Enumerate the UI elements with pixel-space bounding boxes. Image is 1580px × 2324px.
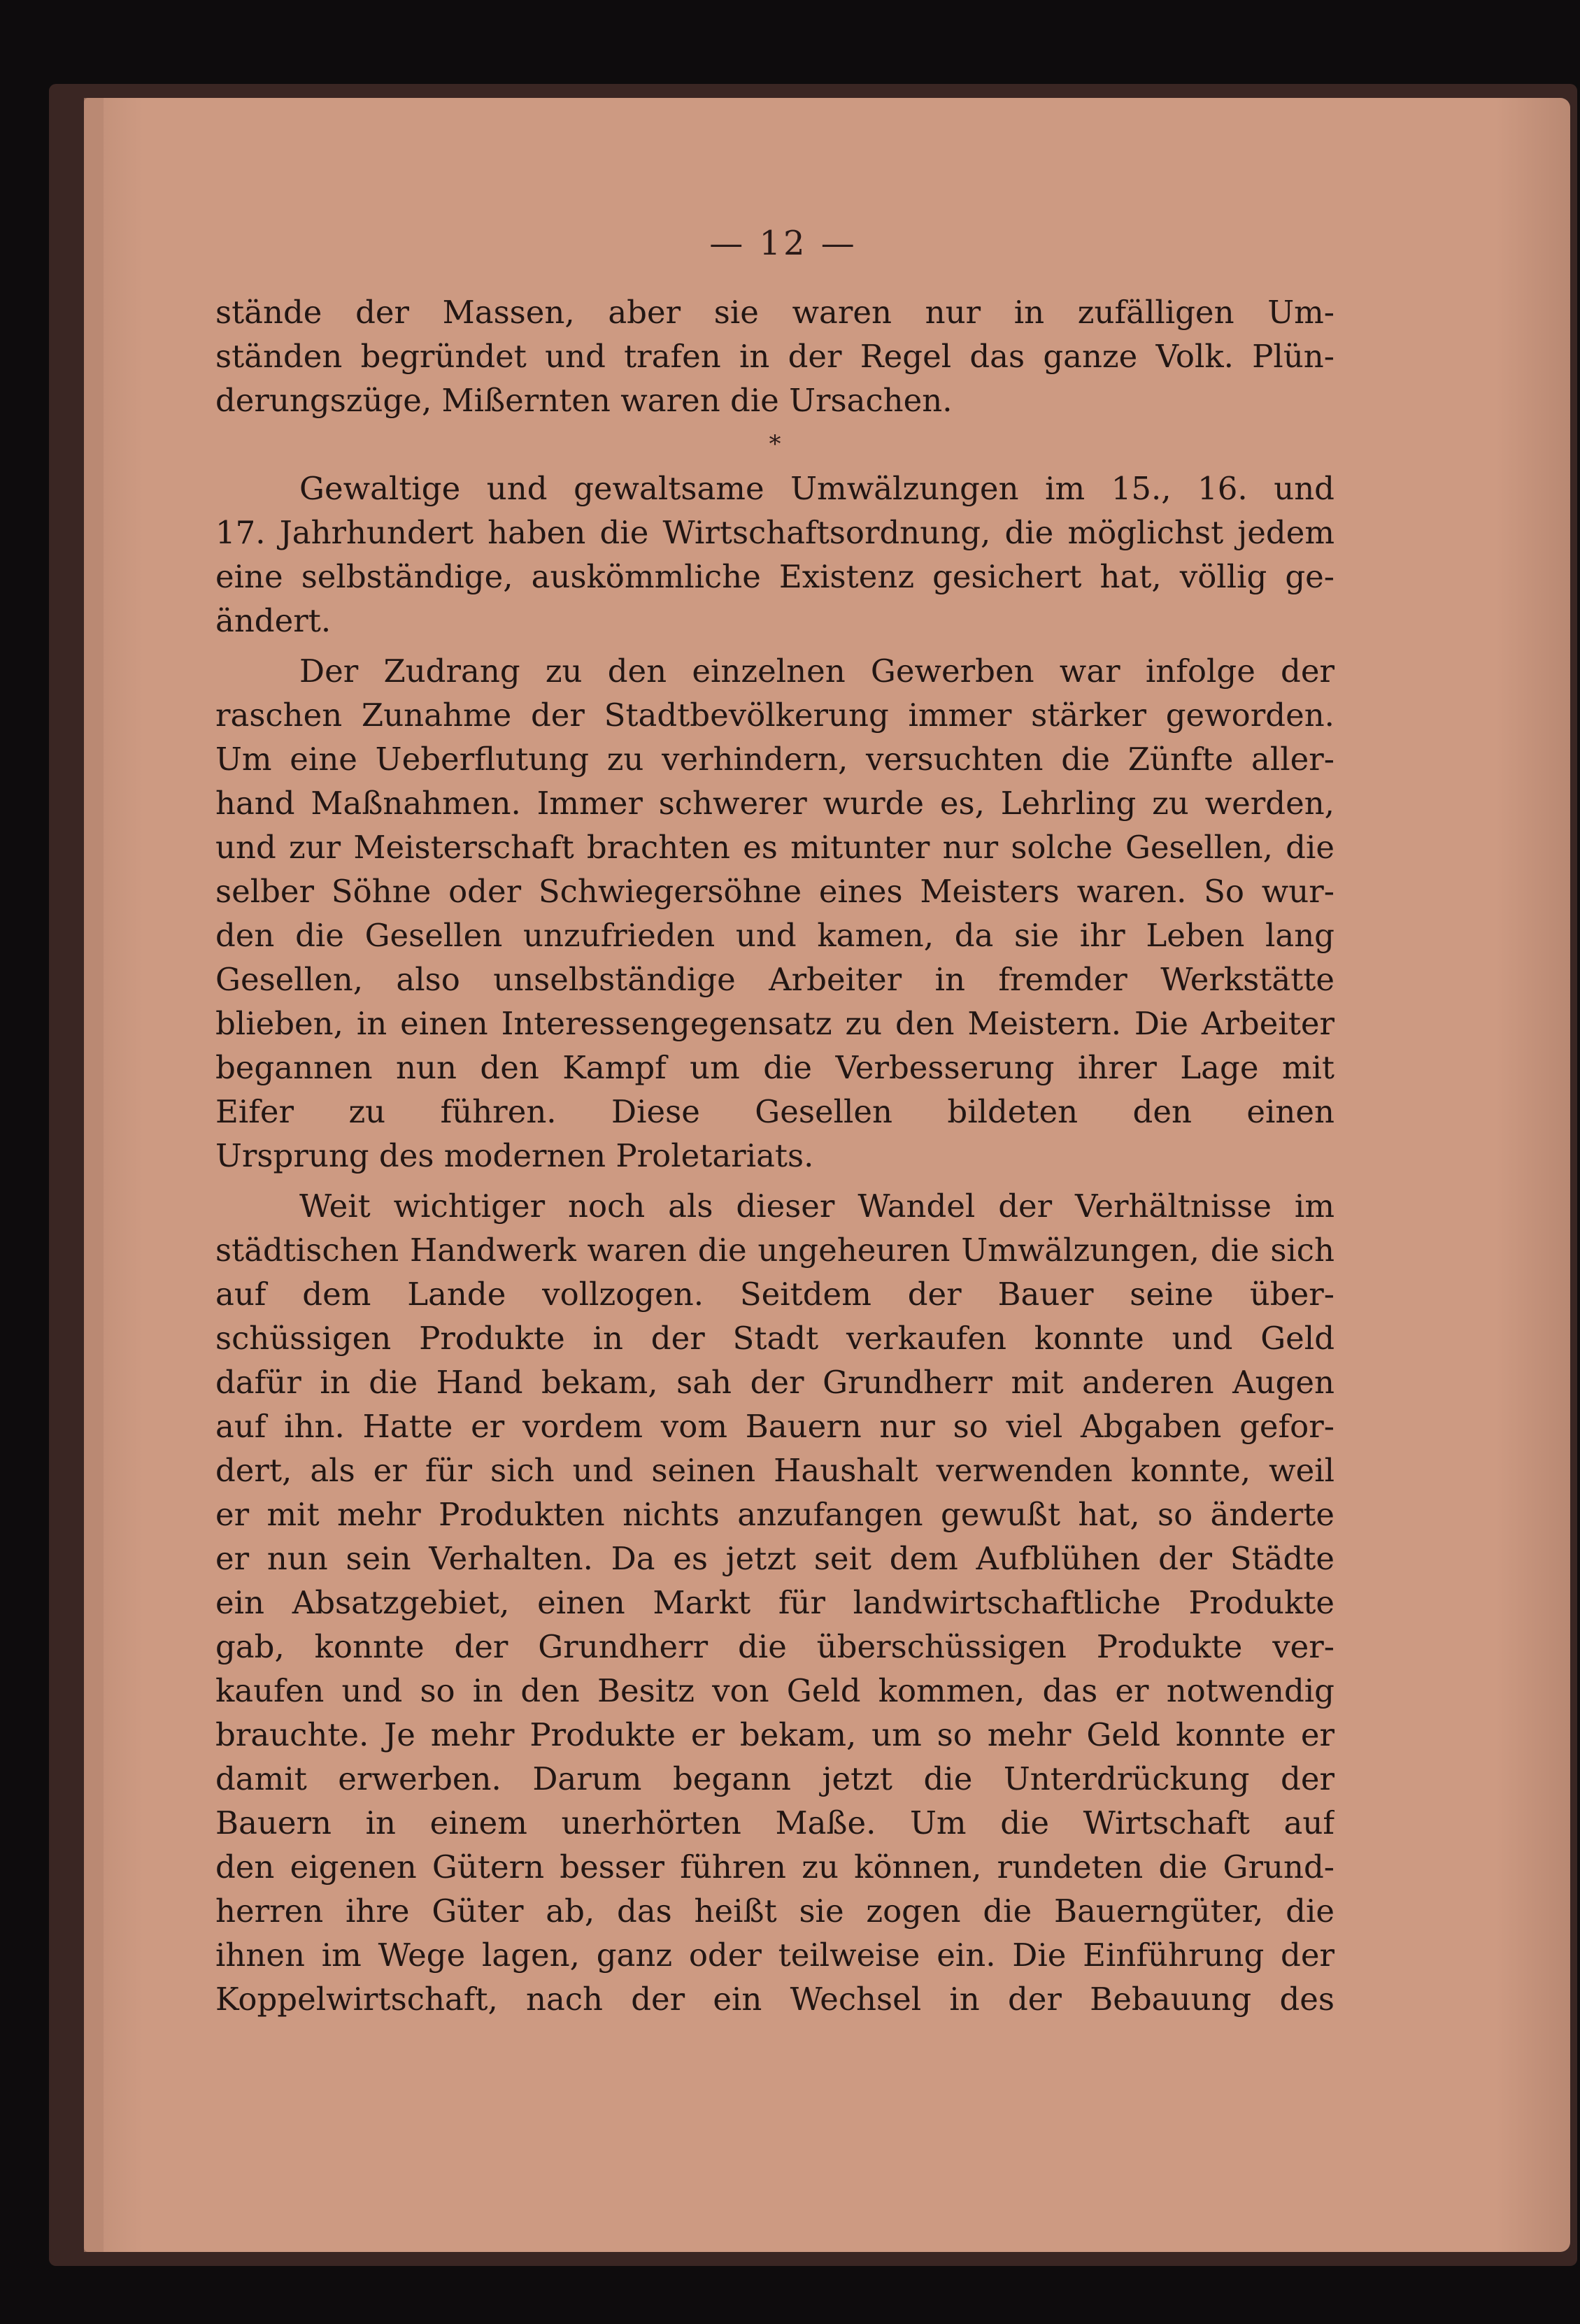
text-line: schüssigen Produkte in der Stadt verkaufen konnte und Geld (215, 1320, 1335, 1357)
text-line: und zur Meisterschaft brachten es mitunter nur solche Gesellen, die (215, 829, 1335, 866)
text-line: derungszüge, Mißernten waren die Ursachen. (215, 382, 953, 419)
text-line: Bauern in einem unerhörten Maße. Um die Wirtschaft auf (215, 1804, 1335, 1841)
text-line: ständen begründet und trafen in der Regel das ganze Volk. Plün- (215, 338, 1335, 375)
text-line: Der Zudrang zu den einzelnen Gewerben war infolge der (299, 653, 1335, 690)
body-text (215, 290, 1335, 2021)
text-line: auf dem Lande vollzogen. Seitdem der Bauer seine über- (215, 1276, 1335, 1313)
text-line: selber Söhne oder Schwiegersöhne eines Meisters waren. So wur- (215, 873, 1335, 910)
page-number: — 12 — (709, 224, 857, 263)
text-line: ihnen im Wege lagen, ganz oder teilweise ein. Die Einführung der (215, 1937, 1335, 1974)
page-gutter (84, 98, 104, 2252)
text-line: Gewaltige und gewaltsame Umwälzungen im 15., 16. und (299, 470, 1335, 507)
text-line: gab, konnte der Grundherr die überschüssigen Produkte ver- (215, 1628, 1335, 1665)
text-line: damit erwerben. Darum begann jetzt die Unterdrückung der (215, 1760, 1335, 1797)
section-separator: * (769, 430, 781, 458)
text-line: 17. Jahrhundert haben die Wirtschaftsordnung, die möglichst jedem (215, 514, 1335, 551)
text-line: dert, als er für sich und seinen Haushalt verwenden konnte, weil (215, 1452, 1335, 1489)
text-line: Koppelwirtschaft, nach der ein Wechsel in der Bebauung des (215, 1981, 1335, 2018)
text-line: den eigenen Gütern besser führen zu können, rundeten die Grund- (215, 1848, 1335, 1885)
text-line: er nun sein Verhalten. Da es jetzt seit dem Aufblühen der Städte (215, 1540, 1335, 1577)
text-line: dafür in die Hand bekam, sah der Grundherr mit anderen Augen (215, 1364, 1335, 1401)
text-line: hand Maßnahmen. Immer schwerer wurde es, Lehrling zu werden, (215, 785, 1335, 822)
text-line: eine selbständige, auskömmliche Existenz gesichert hat, völlig ge- (215, 558, 1335, 595)
text-line: blieben, in einen Interessengegensatz zu den Meistern. Die Arbeiter (215, 1005, 1335, 1042)
text-line: er mit mehr Produkten nichts anzufangen gewußt hat, so änderte (215, 1496, 1335, 1533)
text-line: Eifer zu führen. Diese Gesellen bildeten den einen (215, 1093, 1335, 1130)
text-line: Ursprung des modernen Proletariats. (215, 1137, 814, 1174)
text-line: städtischen Handwerk waren die ungeheuren Umwälzungen, die sich (215, 1232, 1335, 1269)
text-line: Weit wichtiger noch als dieser Wandel der Verhältnisse im (299, 1188, 1335, 1225)
text-line: brauchte. Je mehr Produkte er bekam, um so mehr Geld konnte er (215, 1716, 1335, 1753)
text-line: ein Absatzgebiet, einen Markt für landwirtschaftliche Produkte (215, 1584, 1335, 1621)
text-line: stände der Massen, aber sie waren nur in zufälligen Um- (215, 294, 1335, 331)
text-line: raschen Zunahme der Stadtbevölkerung immer stärker geworden. (215, 697, 1335, 734)
text-line: ändert. (215, 602, 332, 639)
text-line: Um eine Ueberflutung zu verhindern, versuchten die Zünfte aller- (215, 741, 1335, 778)
text-line: kaufen und so in den Besitz von Geld kommen, das er notwendig (215, 1672, 1335, 1709)
text-line: herren ihre Güter ab, das heißt sie zogen die Bauerngüter, die (215, 1892, 1335, 1930)
text-line: auf ihn. Hatte er vordem vom Bauern nur so viel Abgaben gefor- (215, 1408, 1335, 1445)
text-line: den die Gesellen unzufrieden und kamen, da sie ihr Leben lang (215, 917, 1335, 954)
text-line: Gesellen, also unselbständige Arbeiter in fremder Werkstätte (215, 961, 1335, 998)
text-line: begannen nun den Kampf um die Verbesserung ihrer Lage mit (215, 1049, 1335, 1086)
